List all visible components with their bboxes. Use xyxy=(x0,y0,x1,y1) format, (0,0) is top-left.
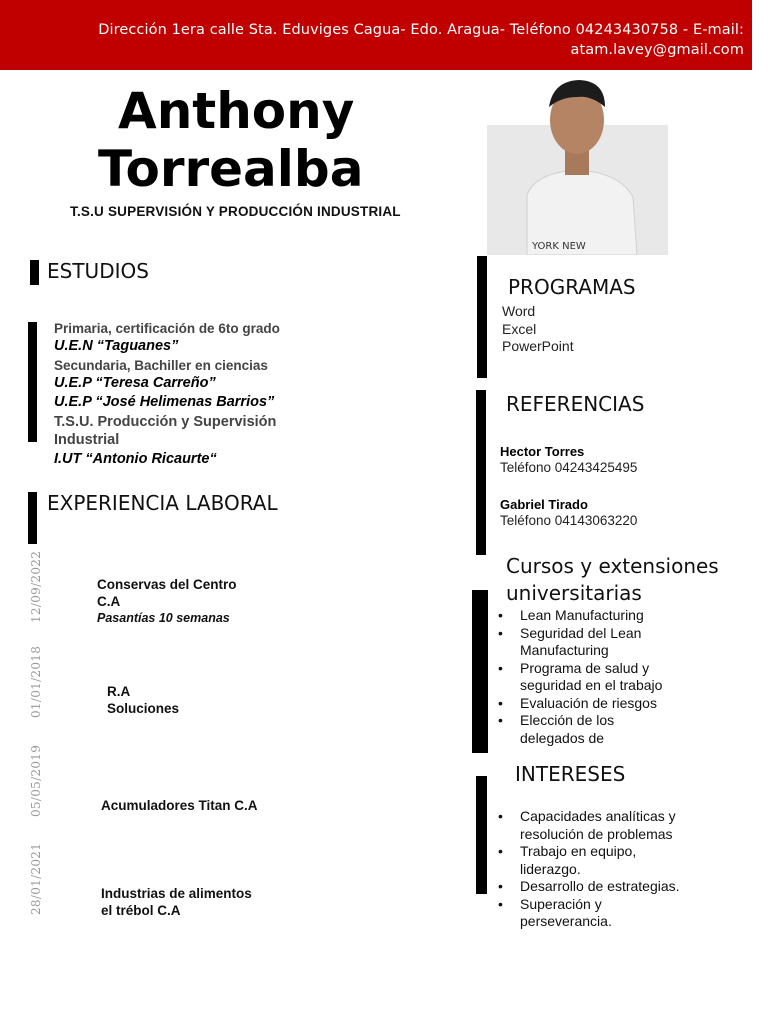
last-name: Torrealba xyxy=(98,140,364,198)
interes-item xyxy=(496,843,726,878)
job-company: el trébol C.A xyxy=(101,903,181,918)
interes-item xyxy=(496,896,726,931)
interes-item-text: • Desarrollo de estrategias. xyxy=(520,878,680,894)
programa-item: Excel xyxy=(502,320,537,337)
job-company: R.A xyxy=(107,684,131,699)
edu-line: Primaria, certificación de 6to grado xyxy=(54,321,280,336)
interes-item-text: • Capacidades analíticas y xyxy=(520,808,676,824)
interes-item-text: • Superación y xyxy=(520,895,602,912)
job-entry xyxy=(101,885,252,919)
job-company: Conservas del Centro xyxy=(97,577,237,592)
estudios-title: ESTUDIOS xyxy=(47,259,149,283)
referencias-title: REFERENCIAS xyxy=(506,392,645,416)
contact-email: atam.lavey@gmail.com xyxy=(570,42,744,58)
edu-line: U.E.P “Teresa Carreño” xyxy=(54,375,216,391)
experiencia-marker xyxy=(28,492,37,544)
edu-line: T.S.U. Producción y Supervisión xyxy=(54,414,277,430)
interes-item-text: • Trabajo en equipo, xyxy=(520,843,637,859)
intereses-bar xyxy=(476,776,487,894)
curso-item-text: seguridad en el trabajo xyxy=(520,677,663,693)
curso-item-text: • Lean Manufacturing xyxy=(520,607,644,623)
edu-line: Industrial xyxy=(54,432,120,448)
curso-item-text: • Programa de salud y xyxy=(520,659,650,676)
job-entry xyxy=(107,683,179,717)
programas-list xyxy=(502,303,574,356)
programas-title: PROGRAMAS xyxy=(508,275,636,299)
cursos-title-line: Cursos y extensiones xyxy=(506,554,719,578)
intereses-list xyxy=(496,808,726,931)
job-date: 01/01/2018 xyxy=(29,645,43,718)
job-entry xyxy=(97,576,237,627)
interes-item xyxy=(496,808,726,843)
curso-item xyxy=(496,712,716,747)
first-name: Anthony xyxy=(118,82,355,140)
degree-title: T.S.U SUPERVISIÓN Y PRODUCCIÓN INDUSTRIAL xyxy=(70,204,401,219)
reference-name: Gabriel Tirado xyxy=(500,497,588,512)
reference-phone: Teléfono 04243425495 xyxy=(500,460,638,475)
estudios-bar xyxy=(28,322,37,442)
intereses-title: INTERESES xyxy=(515,762,626,786)
curso-item xyxy=(496,607,716,625)
profile-photo xyxy=(487,75,668,255)
reference-entry xyxy=(500,444,637,477)
job-date: 28/01/2021 xyxy=(29,842,43,915)
job-company: Industrias de alimentos xyxy=(101,886,252,901)
interes-item-text: perseverancia. xyxy=(520,913,612,929)
job-note: Pasantías 10 semanas xyxy=(97,611,230,625)
edu-line: U.E.N “Taguanes” xyxy=(54,338,179,354)
curso-item xyxy=(496,695,716,713)
job-company: C.A xyxy=(97,594,121,609)
programa-item: PowerPoint xyxy=(502,338,574,354)
cursos-title xyxy=(506,553,719,607)
experiencia-title: EXPERIENCIA LABORAL xyxy=(47,491,278,515)
curso-item xyxy=(496,625,716,660)
curso-item-text: Manufacturing xyxy=(520,642,609,658)
referencias-bar xyxy=(476,390,486,555)
reference-name: Hector Torres xyxy=(500,444,585,459)
edu-line: U.E.P “José Helimenas Barrios” xyxy=(54,394,275,410)
cursos-bar xyxy=(472,590,488,753)
curso-item xyxy=(496,660,716,695)
curso-item-text: • Elección de los xyxy=(520,712,615,728)
job-entry xyxy=(101,797,258,814)
interes-item-text: liderazgo. xyxy=(520,860,581,877)
job-date: 12/09/2022 xyxy=(29,550,43,623)
programa-item: Word xyxy=(502,303,536,319)
contact-info xyxy=(64,20,744,60)
edu-line: Secundaria, Bachiller en ciencias xyxy=(54,358,268,373)
curso-item-text: delegados de xyxy=(520,729,605,746)
cursos-list xyxy=(496,607,716,747)
job-company: Soluciones xyxy=(107,701,180,716)
reference-phone: Teléfono 04143063220 xyxy=(500,513,638,528)
edu-line: I.UT “Antonio Ricaurte“ xyxy=(54,451,217,467)
estudios-marker xyxy=(30,260,39,285)
contact-address-phone: Dirección 1era calle Sta. Eduviges Cagua- Edo. Aragua- Teléfono 04243430758 - E-mail: xyxy=(98,22,744,38)
curso-item-text: • Seguridad del Lean xyxy=(520,624,642,641)
job-date: 05/05/2019 xyxy=(29,744,43,817)
svg-text:YORK NEW: YORK NEW xyxy=(532,241,586,252)
reference-entry xyxy=(500,497,637,530)
programas-bar xyxy=(477,256,487,378)
job-company: Acumuladores Titan C.A xyxy=(101,798,258,813)
cursos-title-line: universitarias xyxy=(506,581,642,605)
curso-item-text: • Evaluación de riesgos xyxy=(520,694,657,711)
interes-item-text: resolución de problemas xyxy=(520,825,673,842)
interes-item xyxy=(496,878,726,896)
